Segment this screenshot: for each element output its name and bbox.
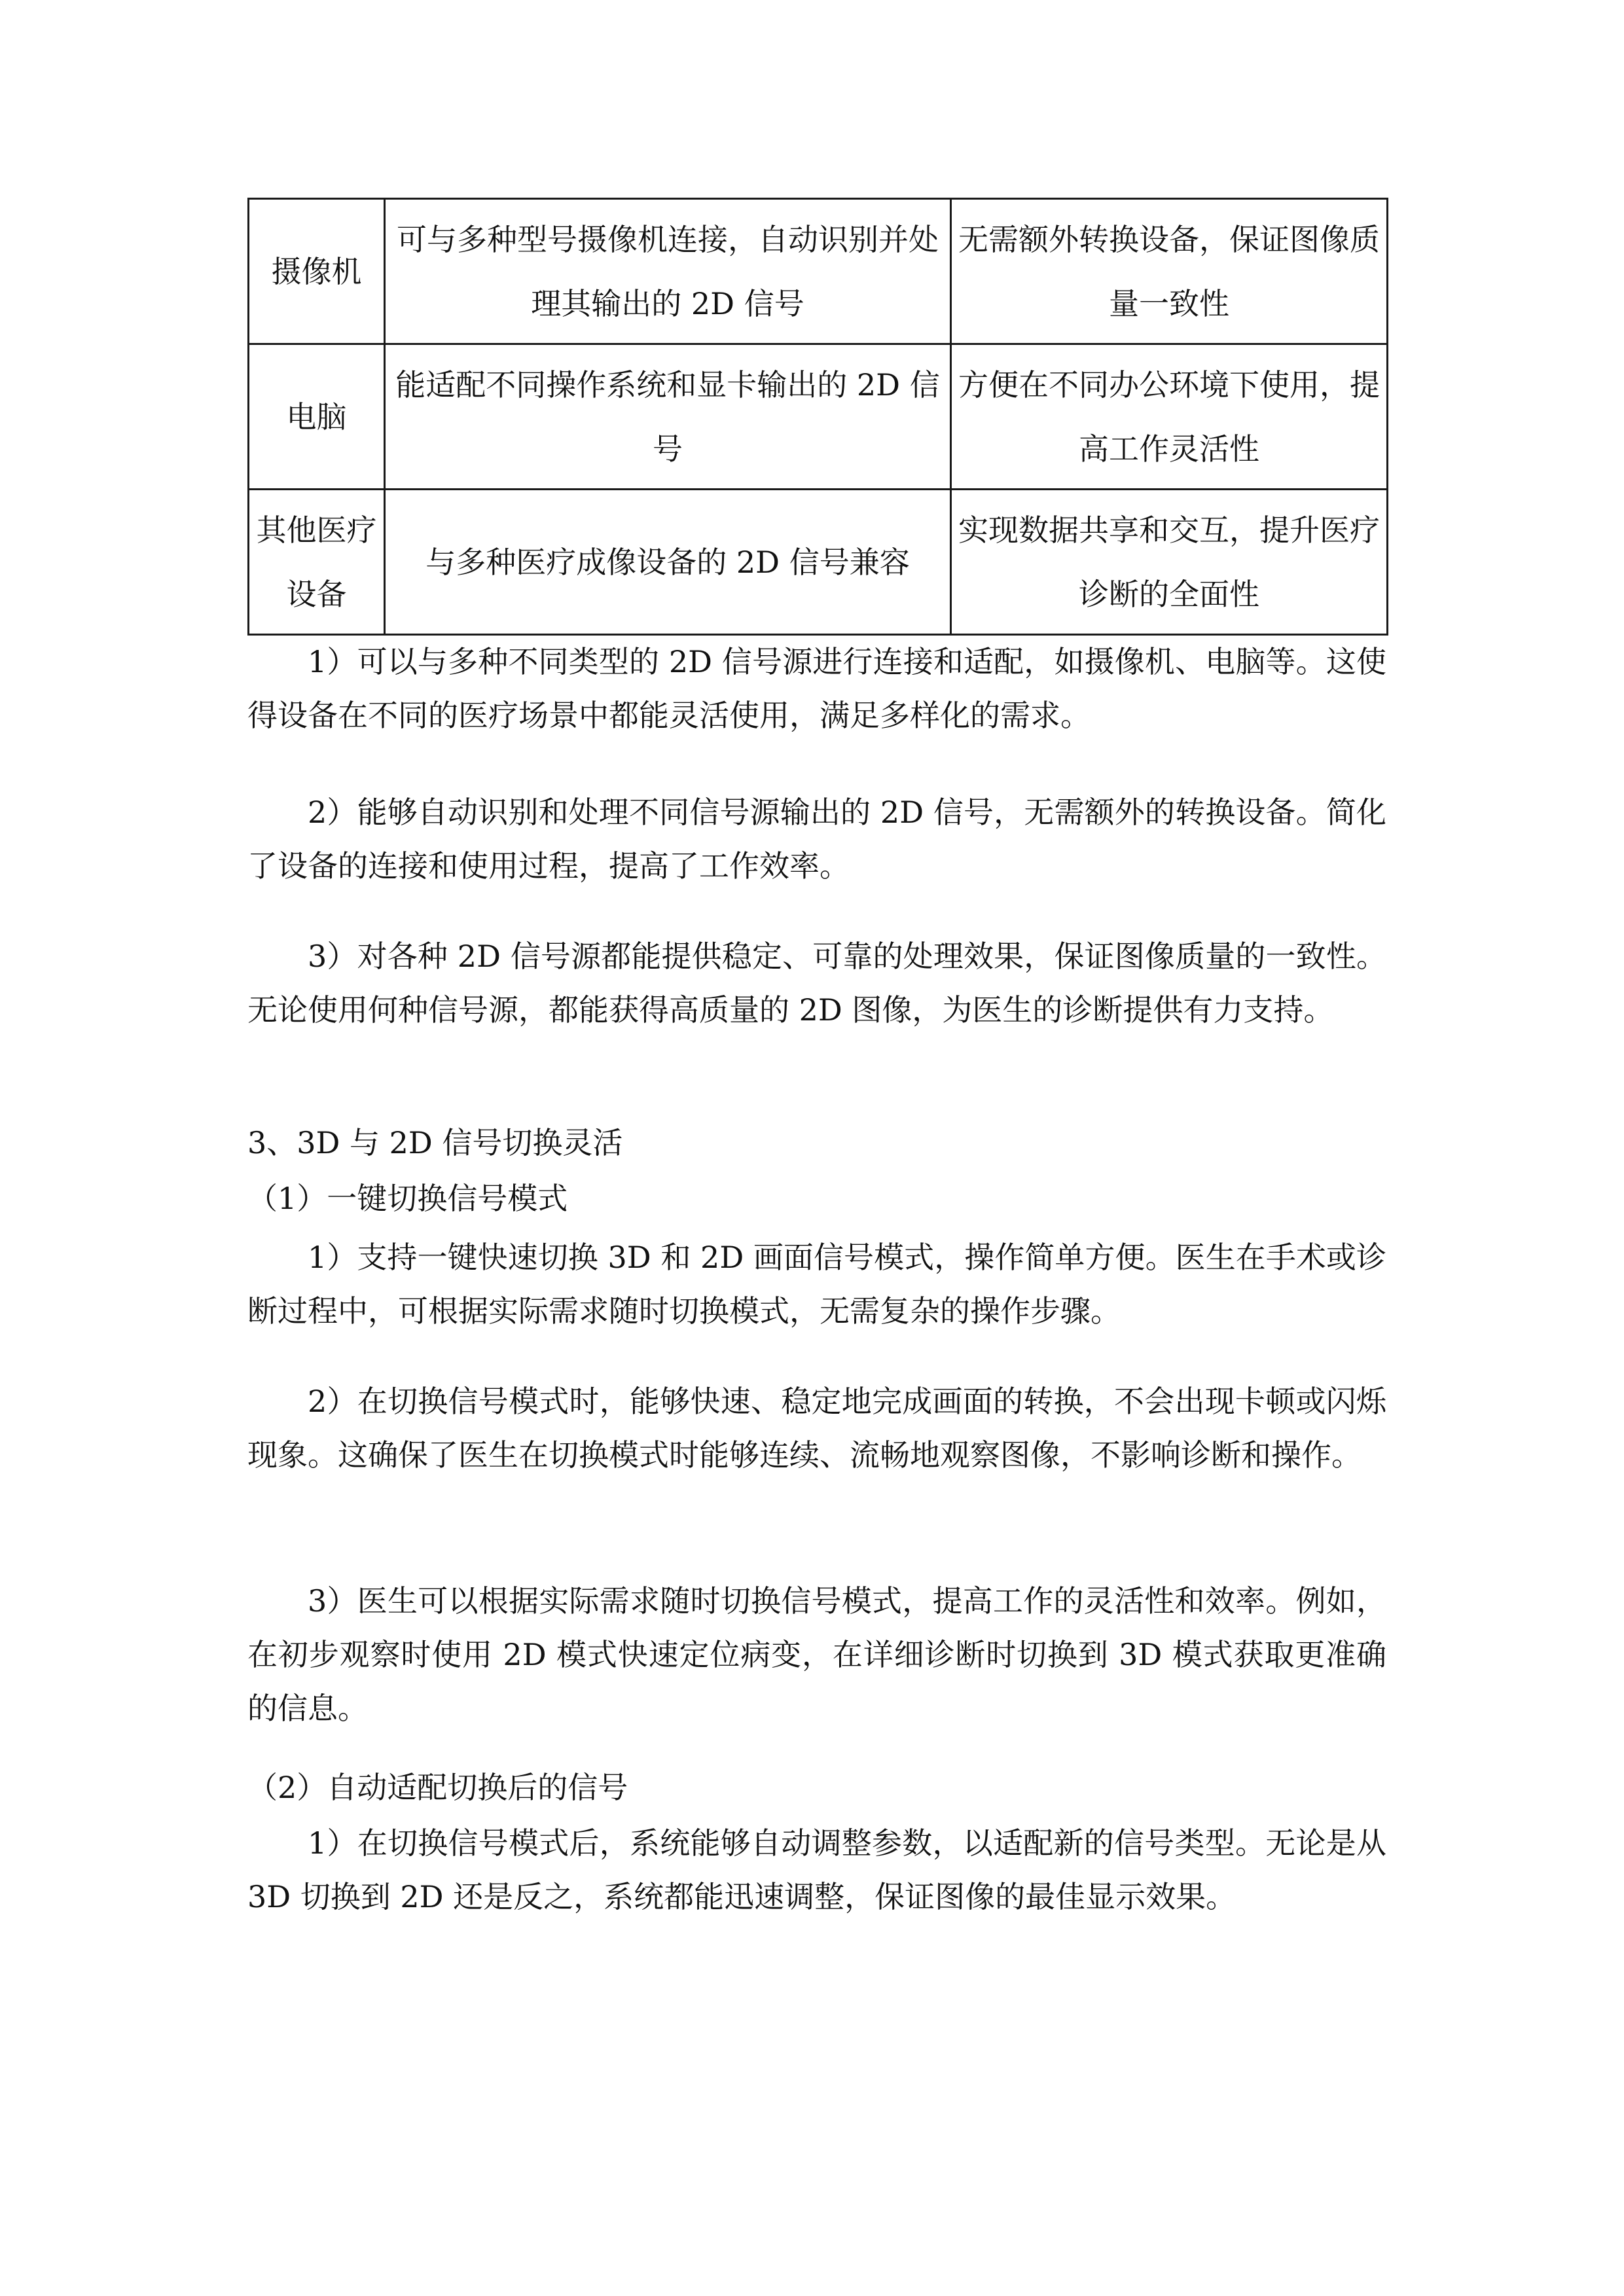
capability-cell: 可与多种型号摄像机连接，自动识别并处理其输出的 2D 信号 [385, 199, 951, 344]
device-cell: 摄像机 [249, 199, 385, 344]
paragraph-2d-compat-2: 2）能够自动识别和处理不同信号源输出的 2D 信号，无需额外的转换设备。简化了设备的连接和使用过程，提高了工作效率。 [247, 795, 1386, 884]
table-row [249, 199, 1388, 344]
benefit-cell: 实现数据共享和交互，提升医疗诊断的全面性 [951, 490, 1388, 635]
paragraph-2d-compat-1: 1）可以与多种不同类型的 2D 信号源进行连接和适配，如摄像机、电脑等。这使得设备在不同的医疗场景中都能灵活使用，满足多样化的需求。 [247, 644, 1386, 733]
section-heading: 3、3D 与 2D 信号切换灵活 [247, 1125, 623, 1160]
device-cell: 其他医疗设备 [249, 490, 385, 635]
signal-source-table [247, 198, 1388, 636]
paragraph-auto-adapt-1: 1）在切换信号模式后，系统能够自动调整参数，以适配新的信号类型。无论是从 3D 切换到 2D 还是反之，系统都能迅速调整，保证图像的最佳显示效果。 [247, 1825, 1386, 1914]
subsection-heading: （1）一键切换信号模式 [247, 1181, 568, 1216]
device-cell: 电脑 [249, 344, 385, 490]
capability-cell: 与多种医疗成像设备的 2D 信号兼容 [385, 490, 951, 635]
subsection-heading: （2）自动适配切换后的信号 [247, 1770, 628, 1805]
paragraph-2d-compat-3: 3）对各种 2D 信号源都能提供稳定、可靠的处理效果，保证图像质量的一致性。无论使用何种信号源，都能获得高质量的 2D 图像，为医生的诊断提供有力支持。 [247, 939, 1386, 1028]
paragraph-switch-3: 3）医生可以根据实际需求随时切换信号模式，提高工作的灵活性和效率。例如，在初步观察时使用 2D 模式快速定位病变，在详细诊断时切换到 3D 模式获取更准确的信息。 [247, 1583, 1386, 1726]
paragraph-switch-1: 1）支持一键快速切换 3D 和 2D 画面信号模式，操作简单方便。医生在手术或诊断过程中，可根据实际需求随时切换模式，无需复杂的操作步骤。 [247, 1240, 1386, 1329]
paragraph-switch-2: 2）在切换信号模式时，能够快速、稳定地完成画面的转换，不会出现卡顿或闪烁现象。这确保了医生在切换模式时能够连续、流畅地观察图像，不影响诊断和操作。 [247, 1384, 1386, 1473]
benefit-cell: 无需额外转换设备，保证图像质量一致性 [951, 199, 1388, 344]
table-row [249, 490, 1388, 635]
table-row [249, 344, 1388, 490]
capability-cell: 能适配不同操作系统和显卡输出的 2D 信号 [385, 344, 951, 490]
benefit-cell: 方便在不同办公环境下使用，提高工作灵活性 [951, 344, 1388, 490]
